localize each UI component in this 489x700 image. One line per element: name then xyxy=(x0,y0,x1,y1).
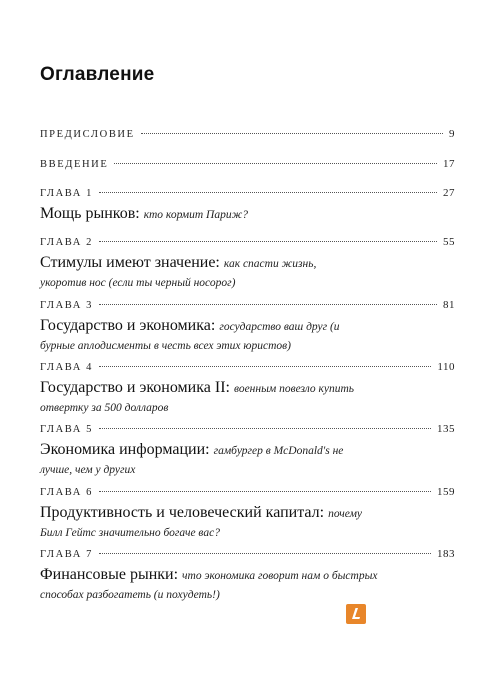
chapter-title-block xyxy=(40,205,455,224)
toc-leader-row xyxy=(40,236,455,248)
chapter-title: Финансовые рынки: xyxy=(40,566,179,583)
toc-heading: Оглавление xyxy=(40,64,155,85)
entry-label: ПРЕДИСЛОВИЕ xyxy=(40,129,135,140)
page-number: 55 xyxy=(443,236,455,248)
chapter-title-block xyxy=(40,317,370,355)
chapter-label: ГЛАВА 1 xyxy=(40,188,93,199)
page-number: 183 xyxy=(437,548,455,560)
dot-leader xyxy=(99,366,431,367)
dot-leader xyxy=(99,304,437,305)
chapter-title: Стимулы имеют значение: xyxy=(40,254,220,271)
dot-leader xyxy=(114,163,437,164)
chapter-subtitle: гамбургер в McDonald's не лучше, чем у других xyxy=(40,445,344,476)
publisher-logo-icon xyxy=(346,604,366,624)
toc-leader-row xyxy=(40,158,455,170)
chapter-subtitle: почему Билл Гейтс значительно богаче вас? xyxy=(40,508,363,539)
toc-entry-chapter-7 xyxy=(40,548,455,604)
toc-entry-chapter-1 xyxy=(40,187,455,224)
chapter-subtitle: кто кормит Париж? xyxy=(143,209,249,221)
toc-leader-row xyxy=(40,128,455,140)
toc-leader-row xyxy=(40,486,455,498)
entry-label: ВВЕДЕНИЕ xyxy=(40,159,109,170)
dot-leader xyxy=(99,241,437,242)
chapter-subtitle: что экономика говорит нам о быстрых способах разбогатеть (и похудеть!) xyxy=(40,570,378,601)
chapter-title: Мощь рынков: xyxy=(40,205,140,222)
chapter-title: Государство и экономика: xyxy=(40,317,216,334)
chapter-title: Экономика информации: xyxy=(40,441,210,458)
toc-entry-preface xyxy=(40,128,455,140)
chapter-label: ГЛАВА 5 xyxy=(40,424,93,435)
toc-entry-introduction xyxy=(40,158,455,170)
chapter-label: ГЛАВА 2 xyxy=(40,237,93,248)
chapter-title: Продуктивность и человеческий капитал: xyxy=(40,504,325,521)
toc-entry-chapter-5 xyxy=(40,423,455,479)
page-number: 81 xyxy=(443,299,455,311)
chapter-label: ГЛАВА 7 xyxy=(40,549,93,560)
page-number: 27 xyxy=(443,187,455,199)
chapter-title-block xyxy=(40,254,320,292)
toc-leader-row xyxy=(40,187,455,199)
chapter-label: ГЛАВА 4 xyxy=(40,362,93,373)
toc-entry-chapter-2 xyxy=(40,236,455,292)
toc-leader-row xyxy=(40,361,455,373)
page-number: 17 xyxy=(443,158,455,170)
toc-leader-row xyxy=(40,299,455,311)
toc-entry-chapter-4 xyxy=(40,361,455,417)
page-number: 110 xyxy=(437,361,455,373)
dot-leader xyxy=(99,192,437,193)
chapter-title-block xyxy=(40,504,380,542)
toc-leader-row xyxy=(40,423,455,435)
chapter-label: ГЛАВА 6 xyxy=(40,487,93,498)
chapter-title: Государство и экономика II: xyxy=(40,379,230,396)
dot-leader xyxy=(99,428,431,429)
chapter-title-block xyxy=(40,379,370,417)
chapter-subtitle: государство ваш друг (и бурные аплодисменты в честь всех этих юристов) xyxy=(40,321,340,352)
page-number: 135 xyxy=(437,423,455,435)
chapter-subtitle: как спасти жизнь, укоротив нос (если ты черный носорог) xyxy=(40,258,317,289)
toc-entry-chapter-3 xyxy=(40,299,455,355)
dot-leader xyxy=(99,553,431,554)
dot-leader xyxy=(99,491,431,492)
dot-leader xyxy=(141,133,443,134)
chapter-subtitle: военным повезло купить отвертку за 500 долларов xyxy=(40,383,355,414)
chapter-title-block xyxy=(40,566,390,604)
logo-glyph-icon xyxy=(346,604,366,624)
chapter-label: ГЛАВА 3 xyxy=(40,300,93,311)
chapter-title-block xyxy=(40,441,360,479)
toc-entry-chapter-6 xyxy=(40,486,455,542)
toc-leader-row xyxy=(40,548,455,560)
page-number: 9 xyxy=(449,128,455,140)
page-number: 159 xyxy=(437,486,455,498)
